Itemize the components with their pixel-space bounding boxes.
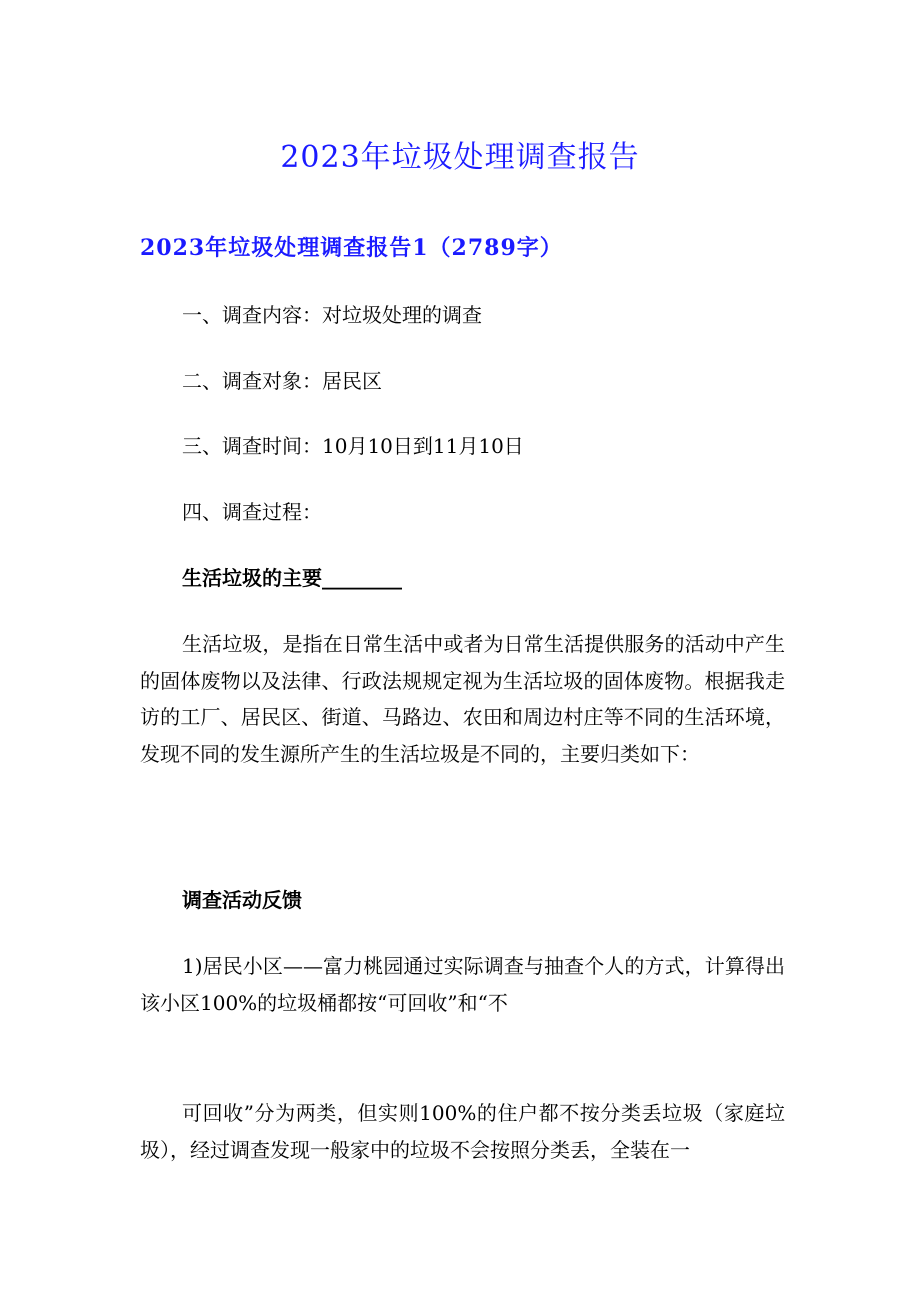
section-heading-main: 生活垃圾的主要________ (182, 566, 402, 590)
paragraph-residential-1: 1)居民小区——富力桃园通过实际调查与抽查个人的方式，计算得出该小区100%的垃圾桶都按“可回收”和“不 (140, 954, 785, 1015)
paragraph-household-waste: 生活垃圾，是指在日常生活中或者为日常生活提供服务的活动中产生的固体废物以及法律、行政法规规定视为生活垃圾的固体废物。根据我走访的工厂、居民区、街道、马路边、农田和周边村庄等不同的生活环境，发现不同的发生源所产生的生活垃圾是不同的，主要归类如下： (140, 632, 785, 766)
report-subtitle: 2023年垃圾处理调查报告1（2789字） (140, 235, 563, 261)
item-object: 二、调查对象：居民区 (182, 369, 382, 393)
item-process: 四、调查过程： (182, 500, 322, 524)
document-title: 2023年垃圾处理调查报告 (280, 140, 640, 175)
item-time: 三、调查时间：10月10日到11月10日 (182, 434, 524, 458)
section-heading-feedback: 调查活动反馈 (182, 888, 302, 912)
paragraph-residential-2: 可回收”分为两类，但实则100%的住户都不按分类丢垃圾（家庭垃圾），经过调查发现一般家中的垃圾不会按照分类丢，全装在一 (140, 1101, 785, 1162)
item-content: 一、调查内容：对垃圾处理的调查 (182, 303, 482, 327)
